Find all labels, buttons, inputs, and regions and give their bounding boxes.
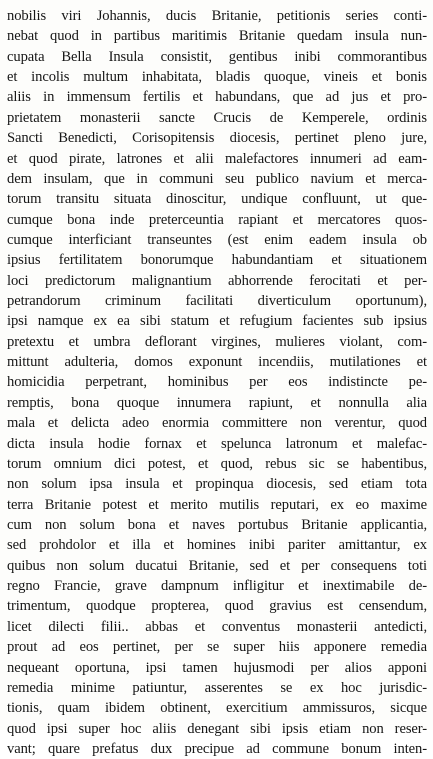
text-line: ipsi namque ex ea sibi statum et refugium facientes sub ipsius (7, 313, 427, 330)
text-line: nequeant oportuna, ipsi tamen hujusmodi per alios apponi (7, 659, 427, 676)
text-line: terra Britanie potest et merito mutilis reputari, ex eo maxime (7, 496, 427, 513)
text-line: quod ipsi super hoc aliis denegant sibi ipsis etiam non reser- (7, 720, 427, 737)
text-line: dicta insula hodie fornax et spelunca latronum et malefac- (7, 435, 427, 452)
text-line: regno Francie, grave dampnum infligitur et inextimabile de- (7, 578, 427, 595)
body-text (7, 6, 427, 759)
text-line: pretextu et umbra deflorant virgines, mulieres violant, com- (7, 333, 427, 350)
text-line: remedia minime patiuntur, asserentes se ex hoc jurisdic- (7, 679, 427, 696)
text-line: prietatem monasterii sancte Crucis de Kemperele, ordinis (7, 109, 427, 126)
text-line: cupata Bella Insula consistit, gentibus inibi commorantibus (7, 48, 427, 65)
text-line: vant; quare prefatus dux precipue ad commune bonum inten- (7, 740, 427, 757)
text-line: loci predictorum malignantium abhorrende ferocitati et per- (7, 272, 427, 289)
text-line: tionis, quam ibidem obtinent, exercitium ammissuros, sicque (7, 700, 427, 717)
text-line: cum non solum bona et naves portubus Britanie applicantia, (7, 516, 427, 533)
text-line: ipsius fertilitatem bonorumque habundantiam et situationem (7, 252, 427, 269)
text-line: petrandorum criminum facilitati diverticulum oportunum), (7, 293, 427, 310)
text-line: licet dilecti filii.. abbas et conventus monasterii antedicti, (7, 618, 427, 635)
text-line: torum transitu situata dinoscitur, undique confluunt, ut que- (7, 191, 427, 208)
text-line: trimentum, quodque propterea, quod gravius est censendum, (7, 598, 427, 615)
text-line: torum omnium dici potest, et quod, rebus sic se habentibus, (7, 455, 427, 472)
text-line: et incolis multum inhabitata, bladis quoque, vineis et bonis (7, 69, 427, 86)
text-line: prout ad eos pertinet, per se super hiis apponere remedia (7, 639, 427, 656)
text-line: sed prohdolor et illa et homines inibi pariter amittantur, ex (7, 537, 427, 554)
text-line: mala et delicta adeo enormia committere non verentur, quod (7, 415, 427, 432)
text-line: nobilis viri Johannis, ducis Britanie, petitionis series conti- (7, 8, 427, 24)
text-line: cumque interficiant transeuntes (est enim eadem insula ob (7, 231, 427, 248)
text-line: aliis in immensum fertilis et habundans, que ad jus et pro- (7, 89, 427, 106)
text-line: quibus non solum ducatui Britanie, sed et per consequens toti (7, 557, 427, 574)
text-line: dem insulam, que in communi seu publico navium et merca- (7, 170, 427, 187)
text-line: cumque bona inde preterceuntia rapiant et mercatores quos- (7, 211, 427, 228)
text-line: remptis, bona quoque innumera rapiunt, et nonnulla alia (7, 394, 427, 411)
text-line: mittunt adulteria, domos exponunt incendiis, mutilationes et (7, 354, 427, 371)
text-line: et quod pirate, latrones et alii malefactores innumeri ad eam- (7, 150, 427, 167)
text-line: non solum ipsa insula et propinqua diocesis, sed etiam tota (7, 476, 427, 493)
text-line: homicidia perpetrant, hominibus per eos indistincte pe- (7, 374, 427, 391)
text-line: nebat quod in partibus maritimis Britanie quedam insula nun- (7, 28, 427, 45)
text-line: Sancti Benedicti, Corisopitensis diocesis, pertinet pleno jure, (7, 130, 427, 147)
